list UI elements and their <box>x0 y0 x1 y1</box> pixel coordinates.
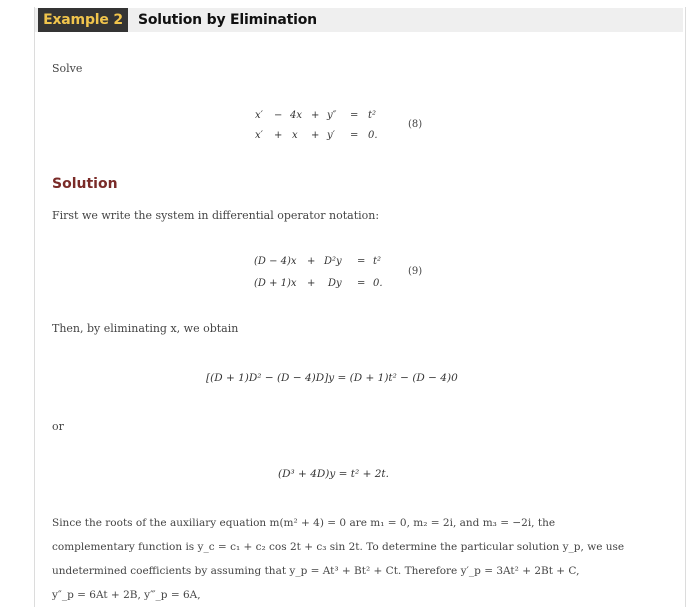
operator: − <box>274 110 283 121</box>
intro-text: Solve <box>52 62 83 75</box>
equation-number-9: (9) <box>408 266 423 277</box>
operator: + <box>311 110 320 121</box>
example-header-bar <box>35 8 683 32</box>
term: Dy <box>328 278 342 289</box>
operator: + <box>311 130 320 141</box>
system-9-row-1 <box>254 256 394 270</box>
example-badge: Example 2 <box>38 8 128 32</box>
paragraph-line-3: undetermined coefficients by assuming that y_p = At³ + Bt² + Ct. Therefore y′_p = 3At² + 2Bt + C, <box>52 565 580 577</box>
operator: + <box>307 256 316 267</box>
paragraph-line-1: Since the roots of the auxiliary equation m(m² + 4) = 0 are m₁ = 0, m₂ = 2i, and m₃ = −2i, the <box>52 517 556 529</box>
equation-number-8: (8) <box>408 119 423 130</box>
operator: + <box>307 278 316 289</box>
system-9-row-2 <box>254 278 394 292</box>
term: x′ <box>255 110 263 121</box>
roots-paragraph <box>52 511 625 607</box>
term: 0. <box>373 278 383 289</box>
term: y″ <box>327 110 337 121</box>
system-8-row-2 <box>255 130 395 144</box>
step-2-text: Then, by eliminating x, we obtain <box>52 322 239 335</box>
term: x <box>292 130 298 141</box>
term: 0. <box>368 130 378 141</box>
solution-heading: Solution <box>52 176 118 192</box>
term: t² <box>368 110 377 121</box>
eliminated-equation: [(D + 1)D² − (D − 4)D]y = (D + 1)t² − (D − 4)0 <box>206 372 458 384</box>
term: t² <box>373 256 382 267</box>
term: (D + 1)x <box>254 278 297 289</box>
operator: + <box>274 130 283 141</box>
paragraph-line-4: y″_p = 6At + 2B, y‴_p = 6A, <box>52 589 201 601</box>
term: y′ <box>327 130 335 141</box>
paragraph-line-2: complementary function is y_c = c₁ + c₂ cos 2t + c₃ sin 2t. To determine the particular solution y_p, we use <box>52 541 625 553</box>
or-text: or <box>52 420 64 433</box>
term: (D − 4)x <box>254 256 297 267</box>
equals: = <box>350 110 359 121</box>
term: 4x <box>290 110 303 121</box>
example-title: Solution by Elimination <box>138 12 317 28</box>
term: D²y <box>324 256 342 267</box>
term: x′ <box>255 130 263 141</box>
step-1-text: First we write the system in differential operator notation: <box>52 209 380 222</box>
equals: = <box>350 130 359 141</box>
system-8-row-1 <box>255 110 395 124</box>
equals: = <box>357 278 366 289</box>
equals: = <box>357 256 366 267</box>
final-equation: (D³ + 4D)y = t² + 2t. <box>278 468 389 480</box>
